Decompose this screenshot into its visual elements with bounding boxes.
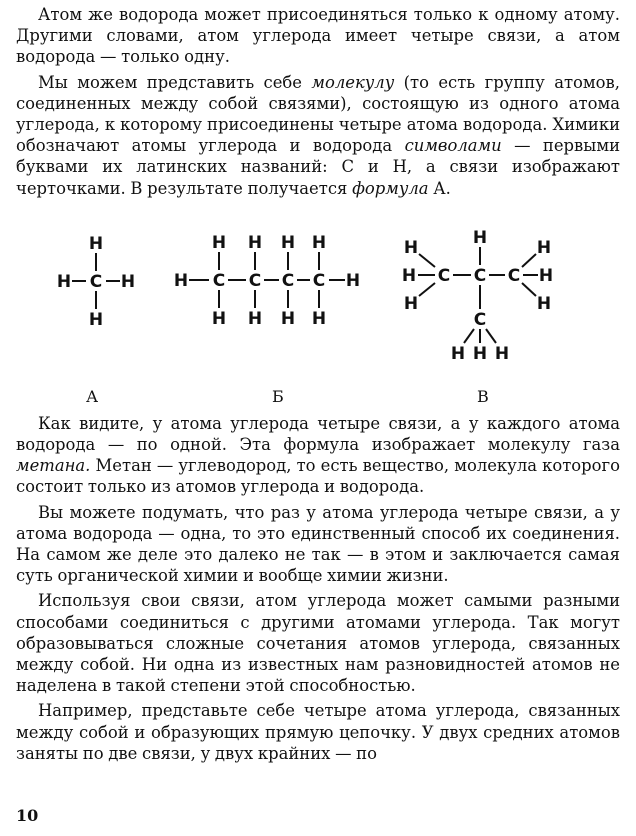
carbon-atom: С xyxy=(507,265,521,286)
bond-line xyxy=(419,283,435,296)
hydrogen-atom: Н xyxy=(280,308,296,329)
carbon-atom: С xyxy=(89,271,103,292)
formula-figure xyxy=(16,203,620,413)
text-run: (то есть группу атомов, соединенных между собой связями), состоящую из одного атома углерода, к которому присоединены четыре атома водорода. Химики обозначают атомы углерода и водорода xyxy=(16,72,620,156)
page xyxy=(16,4,620,764)
text-run: Мы можем представить себе xyxy=(38,72,312,92)
hydrogen-atom: Н xyxy=(311,308,327,329)
italic-term: формула xyxy=(352,178,429,198)
paragraph xyxy=(16,413,620,498)
hydrogen-atom: Н xyxy=(401,265,417,286)
paragraph xyxy=(16,590,620,696)
hydrogen-atom: Н xyxy=(311,232,327,253)
page-number: 10 xyxy=(16,806,39,825)
hydrogen-atom: Н xyxy=(280,232,296,253)
hydrogen-atom: Н xyxy=(538,265,554,286)
bond-line xyxy=(522,283,536,296)
structural-formulas xyxy=(16,203,620,413)
text-run: Метан — углеводород, то есть вещество, молекула которого состоит только из атомов углерода и водорода. xyxy=(16,456,620,497)
hydrogen-atom: Н xyxy=(173,270,189,291)
text-block-bottom xyxy=(16,413,620,764)
bond-line xyxy=(419,254,435,267)
carbon-atom: С xyxy=(212,270,226,291)
hydrogen-atom: Н xyxy=(211,308,227,329)
hydrogen-atom: Н xyxy=(345,270,361,291)
hydrogen-atom: Н xyxy=(494,343,510,364)
figure-label-v: В xyxy=(477,386,489,406)
paragraph xyxy=(16,4,620,68)
hydrogen-atom: Н xyxy=(88,309,104,330)
text-run: Как видите, у атома углерода четыре связи, а у каждого атома водорода — по одной. Эта формула изображает молекулу газа xyxy=(16,413,620,455)
italic-term: метана. xyxy=(16,456,91,476)
hydrogen-atom: Н xyxy=(536,237,552,258)
paragraph xyxy=(16,502,620,587)
carbon-atom: С xyxy=(248,270,262,291)
bond-line xyxy=(486,329,496,343)
bond-line xyxy=(522,254,536,267)
hydrogen-atom: Н xyxy=(472,343,488,364)
italic-term: молекулу xyxy=(311,72,395,92)
carbon-atom: С xyxy=(473,309,487,330)
text-run: Например, представьте себе четыре атома углерода, связанных между собой и образующих прямую цепочку. У двух средних атомов заняты по две связи, у двух крайних — по xyxy=(16,701,620,763)
hydrogen-atom: Н xyxy=(247,232,263,253)
hydrogen-atom: Н xyxy=(120,271,136,292)
hydrogen-atom: Н xyxy=(450,343,466,364)
text-run: Атом же водорода может присоединяться только к одному атому. Другими словами, атом углерода имеет четыре связи, а атом водорода — только одну. xyxy=(16,5,620,67)
hydrogen-atom: Н xyxy=(88,233,104,254)
figure-label-a: А xyxy=(86,386,99,406)
hydrogen-atom: Н xyxy=(211,232,227,253)
carbon-atom: С xyxy=(281,270,295,291)
carbon-atom: С xyxy=(437,265,451,286)
hydrogen-atom: Н xyxy=(247,308,263,329)
hydrogen-atom: Н xyxy=(403,237,419,258)
figure-label-b: Б xyxy=(272,386,284,406)
hydrogen-atom: Н xyxy=(536,293,552,314)
carbon-atom: С xyxy=(312,270,326,291)
text-block-top xyxy=(16,4,620,199)
italic-term: символами xyxy=(404,136,502,156)
text-run: — первыми буквами их латинских названий: С и Н, а связи изображают черточками. В результате получается xyxy=(16,136,620,198)
carbon-atom: С xyxy=(473,265,487,286)
paragraph xyxy=(16,700,620,764)
hydrogen-atom: Н xyxy=(56,271,72,292)
text-run: Используя свои связи, атом углерода может самыми разными способами соединиться с другими атомами углерода. Так могут образовываться сложные сочетания атомов углерода, связанных между собой. Ни одна из известных нам разновидностей атомов не наделена в такой степени этой способностью. xyxy=(16,591,620,696)
text-run: А. xyxy=(428,178,451,198)
hydrogen-atom: Н xyxy=(403,293,419,314)
text-run: Вы можете подумать, что раз у атома углерода четыре связи, а у атома водорода — одна, то это единственный способ их соединения. На самом же деле это далеко не так — в этом и заключается самая суть органической химии и вообще химии жизни. xyxy=(16,502,620,586)
paragraph xyxy=(16,72,620,199)
hydrogen-atom: Н xyxy=(472,227,488,248)
bond-line xyxy=(464,329,474,343)
